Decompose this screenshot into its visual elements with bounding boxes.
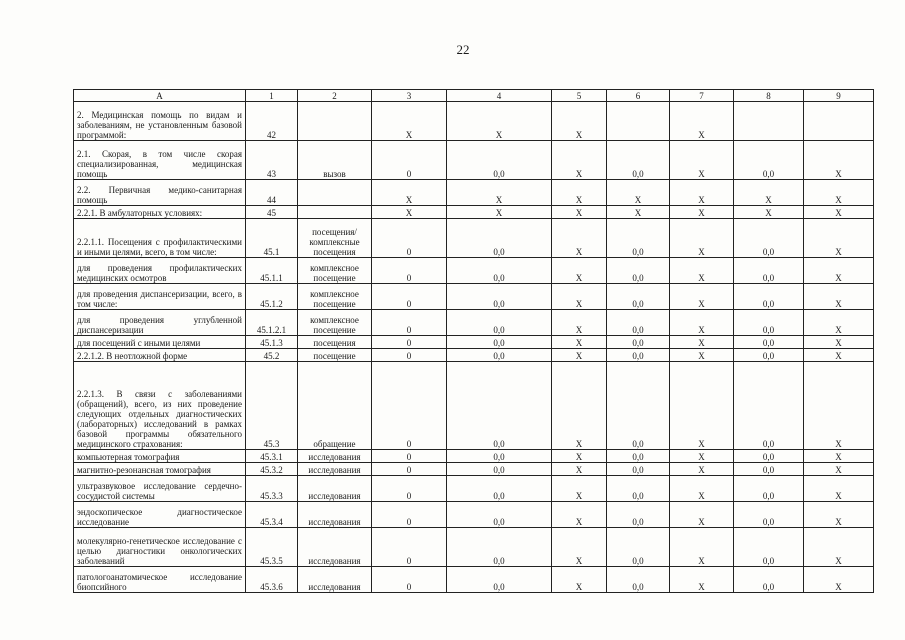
row-name: для проведения профилактических медицинских осмотров — [74, 258, 246, 284]
row-code: 43 — [246, 141, 298, 180]
table-row — [74, 362, 874, 450]
table-row — [74, 502, 874, 528]
cell-col-5: Х — [552, 362, 607, 450]
cell-col-3: Х — [372, 102, 447, 141]
row-name: 2. Медицинская помощь по видам и заболеваниям, не установленным базовой программой: — [74, 102, 246, 141]
cell-col-4: 0,0 — [447, 502, 552, 528]
col-header-8: 8 — [734, 90, 804, 102]
cell-col-3: 0 — [372, 336, 447, 349]
col-header-4: 4 — [447, 90, 552, 102]
cell-col-4: 0,0 — [447, 258, 552, 284]
cell-col-7: Х — [670, 180, 734, 206]
row-unit: исследования — [298, 528, 372, 567]
cell-col-4: 0,0 — [447, 310, 552, 336]
cell-col-3: 0 — [372, 450, 447, 463]
cell-col-9: Х — [804, 349, 874, 362]
cell-col-8: 0,0 — [734, 362, 804, 450]
row-code: 45.3.5 — [246, 528, 298, 567]
cell-col-4: Х — [447, 206, 552, 219]
row-code: 45.3.4 — [246, 502, 298, 528]
cell-col-6: 0,0 — [607, 258, 670, 284]
cell-col-6: Х — [607, 180, 670, 206]
cell-col-7: Х — [670, 349, 734, 362]
row-unit: исследования — [298, 502, 372, 528]
row-unit: обращение — [298, 362, 372, 450]
cell-col-8: 0,0 — [734, 463, 804, 476]
row-unit: исследования — [298, 476, 372, 502]
row-code: 45 — [246, 206, 298, 219]
col-header-a: А — [74, 90, 246, 102]
row-name: магнитно-резонансная томография — [74, 463, 246, 476]
cell-col-7: Х — [670, 463, 734, 476]
row-name: компьютерная томография — [74, 450, 246, 463]
cell-col-5: Х — [552, 349, 607, 362]
row-code: 44 — [246, 180, 298, 206]
cell-col-3: 0 — [372, 476, 447, 502]
row-code: 45.3.6 — [246, 567, 298, 593]
cell-col-5: Х — [552, 476, 607, 502]
cell-col-9: Х — [804, 528, 874, 567]
cell-col-4: 0,0 — [447, 463, 552, 476]
cell-col-8: 0,0 — [734, 450, 804, 463]
row-name: ультразвуковое исследование сердечно-сосудистой системы — [74, 476, 246, 502]
row-name: 2.1. Скорая, в том числе скорая специализированная, медицинская помощь — [74, 141, 246, 180]
table-row — [74, 141, 874, 180]
row-code: 45.3.2 — [246, 463, 298, 476]
cell-col-8: Х — [734, 206, 804, 219]
row-name: для проведения диспансеризации, всего, в том числе: — [74, 284, 246, 310]
row-name: 2.2.1.2. В неотложной форме — [74, 349, 246, 362]
cell-col-4: 0,0 — [447, 141, 552, 180]
cell-col-3: 0 — [372, 284, 447, 310]
cell-col-3: 0 — [372, 349, 447, 362]
cell-col-6: 0,0 — [607, 349, 670, 362]
cell-col-5: Х — [552, 567, 607, 593]
cell-col-7: Х — [670, 284, 734, 310]
cell-col-4: 0,0 — [447, 219, 552, 258]
cell-col-8: 0,0 — [734, 336, 804, 349]
cell-col-9: Х — [804, 362, 874, 450]
cell-col-7: Х — [670, 141, 734, 180]
cell-col-9: Х — [804, 502, 874, 528]
row-code: 45.1 — [246, 219, 298, 258]
row-unit: посещения — [298, 336, 372, 349]
col-header-1: 1 — [246, 90, 298, 102]
cell-col-3: Х — [372, 206, 447, 219]
table-row — [74, 349, 874, 362]
cell-col-4: Х — [447, 102, 552, 141]
cell-col-7: Х — [670, 336, 734, 349]
cell-col-9: Х — [804, 463, 874, 476]
cell-col-3: 0 — [372, 502, 447, 528]
cell-col-7: Х — [670, 567, 734, 593]
cell-col-9 — [804, 102, 874, 141]
col-header-3: 3 — [372, 90, 447, 102]
cell-col-5: Х — [552, 180, 607, 206]
row-unit: комплексное посещение — [298, 310, 372, 336]
cell-col-5: Х — [552, 284, 607, 310]
cell-col-5: Х — [552, 528, 607, 567]
row-name: 2.2.1. В амбулаторных условиях: — [74, 206, 246, 219]
cell-col-8: 0,0 — [734, 528, 804, 567]
cell-col-3: 0 — [372, 362, 447, 450]
row-code: 42 — [246, 102, 298, 141]
cell-col-8: 0,0 — [734, 349, 804, 362]
table-row — [74, 102, 874, 141]
cell-col-9: Х — [804, 206, 874, 219]
row-unit — [298, 206, 372, 219]
cell-col-5: Х — [552, 102, 607, 141]
page-number: 22 — [456, 42, 470, 57]
row-code: 45.3.1 — [246, 450, 298, 463]
cell-col-4: Х — [447, 180, 552, 206]
table-row — [74, 206, 874, 219]
cell-col-5: Х — [552, 258, 607, 284]
cell-col-8: 0,0 — [734, 310, 804, 336]
row-code: 45.3 — [246, 362, 298, 450]
cell-col-6: 0,0 — [607, 141, 670, 180]
table-row — [74, 219, 874, 258]
row-unit: вызов — [298, 141, 372, 180]
cell-col-8: 0,0 — [734, 141, 804, 180]
row-unit: исследования — [298, 567, 372, 593]
cell-col-7: Х — [670, 206, 734, 219]
header-row — [74, 90, 874, 102]
cell-col-8: 0,0 — [734, 567, 804, 593]
cell-col-3: 0 — [372, 141, 447, 180]
cell-col-9: Х — [804, 567, 874, 593]
row-name: 2.2.1.1. Посещения с профилактическими и иными целями, всего, в том числе: — [74, 219, 246, 258]
table-row — [74, 450, 874, 463]
col-header-6: 6 — [607, 90, 670, 102]
cell-col-6: 0,0 — [607, 310, 670, 336]
cell-col-7: Х — [670, 219, 734, 258]
cell-col-9: Х — [804, 219, 874, 258]
cell-col-8: 0,0 — [734, 258, 804, 284]
col-header-5: 5 — [552, 90, 607, 102]
cell-col-7: Х — [670, 362, 734, 450]
cell-col-4: 0,0 — [447, 284, 552, 310]
cell-col-9: Х — [804, 258, 874, 284]
cell-col-3: 0 — [372, 258, 447, 284]
row-code: 45.1.3 — [246, 336, 298, 349]
row-unit — [298, 180, 372, 206]
table-row — [74, 180, 874, 206]
row-code: 45.1.1 — [246, 258, 298, 284]
row-unit: исследования — [298, 450, 372, 463]
row-code: 45.2 — [246, 349, 298, 362]
row-name: эндоскопическое диагностическое исследование — [74, 502, 246, 528]
row-name: для проведения углубленной диспансеризации — [74, 310, 246, 336]
cell-col-8: 0,0 — [734, 219, 804, 258]
cell-col-5: Х — [552, 310, 607, 336]
row-unit: комплексное посещение — [298, 284, 372, 310]
cell-col-7: Х — [670, 476, 734, 502]
cell-col-9: Х — [804, 450, 874, 463]
cell-col-7: Х — [670, 102, 734, 141]
cell-col-8: 0,0 — [734, 502, 804, 528]
cell-col-6: 0,0 — [607, 450, 670, 463]
cell-col-6: 0,0 — [607, 284, 670, 310]
cell-col-7: Х — [670, 258, 734, 284]
cell-col-8 — [734, 102, 804, 141]
cell-col-6: 0,0 — [607, 336, 670, 349]
cell-col-6: 0,0 — [607, 502, 670, 528]
cell-col-4: 0,0 — [447, 349, 552, 362]
row-unit: исследования — [298, 463, 372, 476]
cell-col-6: Х — [607, 206, 670, 219]
cell-col-5: Х — [552, 450, 607, 463]
col-header-2: 2 — [298, 90, 372, 102]
row-name: 2.2. Первичная медико-санитарная помощь — [74, 180, 246, 206]
row-unit — [298, 102, 372, 141]
cell-col-4: 0,0 — [447, 336, 552, 349]
cell-col-7: Х — [670, 502, 734, 528]
cell-col-9: Х — [804, 141, 874, 180]
cell-col-3: 0 — [372, 219, 447, 258]
cell-col-6 — [607, 102, 670, 141]
table-row — [74, 476, 874, 502]
cell-col-6: 0,0 — [607, 476, 670, 502]
cell-col-5: Х — [552, 206, 607, 219]
table-row — [74, 336, 874, 349]
cell-col-3: 0 — [372, 567, 447, 593]
cell-col-5: Х — [552, 463, 607, 476]
cell-col-6: 0,0 — [607, 362, 670, 450]
cell-col-6: 0,0 — [607, 219, 670, 258]
table-row — [74, 284, 874, 310]
table-row — [74, 528, 874, 567]
table-row — [74, 310, 874, 336]
cell-col-7: Х — [670, 310, 734, 336]
table-body — [74, 102, 874, 593]
row-unit: комплексное посещение — [298, 258, 372, 284]
col-header-7: 7 — [670, 90, 734, 102]
cell-col-3: Х — [372, 180, 447, 206]
row-name: 2.2.1.3. В связи с заболеваниями (обращений), всего, из них проведение следующих отдельных диагностических (лабораторных) исследований в рамках базовой программы обязательного медицинского страхования: — [74, 362, 246, 450]
cell-col-8: Х — [734, 180, 804, 206]
data-table — [73, 89, 874, 593]
cell-col-9: Х — [804, 180, 874, 206]
cell-col-9: Х — [804, 336, 874, 349]
row-code: 45.1.2.1 — [246, 310, 298, 336]
cell-col-4: 0,0 — [447, 362, 552, 450]
cell-col-3: 0 — [372, 310, 447, 336]
cell-col-4: 0,0 — [447, 450, 552, 463]
row-name: молекулярно-генетическое исследование с целью диагностики онкологических заболеваний — [74, 528, 246, 567]
cell-col-3: 0 — [372, 463, 447, 476]
table-row — [74, 463, 874, 476]
cell-col-8: 0,0 — [734, 476, 804, 502]
cell-col-6: 0,0 — [607, 463, 670, 476]
row-name: патологоанатомическое исследование биопсийного — [74, 567, 246, 593]
row-code: 45.3.3 — [246, 476, 298, 502]
row-name: для посещений с иными целями — [74, 336, 246, 349]
cell-col-7: Х — [670, 528, 734, 567]
cell-col-9: Х — [804, 476, 874, 502]
cell-col-4: 0,0 — [447, 476, 552, 502]
cell-col-5: Х — [552, 502, 607, 528]
row-unit: посещение — [298, 349, 372, 362]
cell-col-8: 0,0 — [734, 284, 804, 310]
col-header-9: 9 — [804, 90, 874, 102]
cell-col-6: 0,0 — [607, 528, 670, 567]
cell-col-7: Х — [670, 450, 734, 463]
cell-col-4: 0,0 — [447, 528, 552, 567]
row-code: 45.1.2 — [246, 284, 298, 310]
table-row — [74, 258, 874, 284]
row-unit: посещения/ комплексные посещения — [298, 219, 372, 258]
cell-col-5: Х — [552, 141, 607, 180]
cell-col-9: Х — [804, 284, 874, 310]
table-row — [74, 567, 874, 593]
cell-col-3: 0 — [372, 528, 447, 567]
cell-col-6: 0,0 — [607, 567, 670, 593]
cell-col-9: Х — [804, 310, 874, 336]
cell-col-5: Х — [552, 219, 607, 258]
cell-col-4: 0,0 — [447, 567, 552, 593]
cell-col-5: Х — [552, 336, 607, 349]
